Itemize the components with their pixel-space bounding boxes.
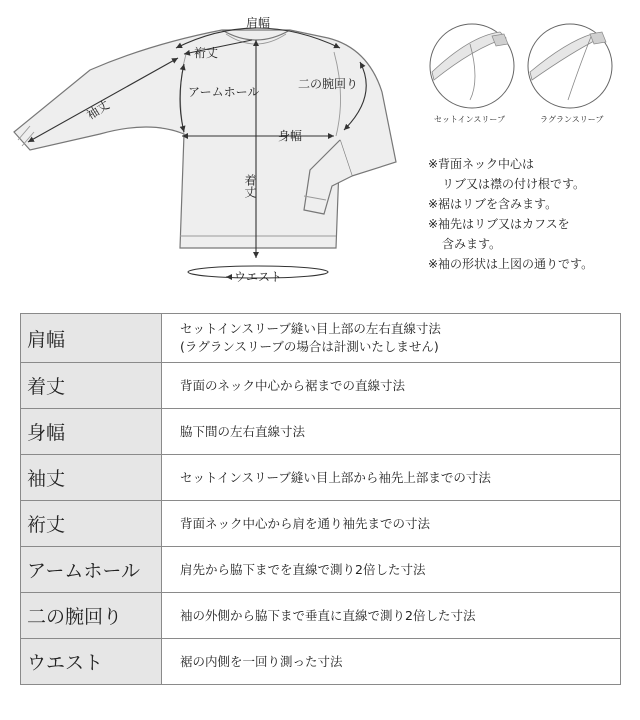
label-waist: ウエスト [234,270,283,284]
row-key: 袖丈 [21,455,162,501]
note-line: リブ又は襟の付け根です。 [442,177,586,191]
row-key: ウエスト [21,639,162,685]
table-row [21,455,621,501]
table-row [21,593,621,639]
note-line: 含みます。 [442,237,502,251]
table-row [21,363,621,409]
label-raglan-sleeve: ラグランスリーブ [540,115,604,124]
notes [428,154,638,274]
desc-line: (ラグランスリーブの場合は計測いたしません) [180,339,439,354]
table-row [21,314,621,363]
measurement-diagram [0,0,640,300]
row-key: 肩幅 [21,314,162,363]
row-key: 着丈 [21,363,162,409]
row-desc: 背面ネック中心から肩を通り袖先までの寸法 [162,501,621,547]
table-row [21,639,621,685]
label-shoulder-width: 肩幅 [246,16,271,30]
table-row [21,547,621,593]
label-armhole: アームホール [188,85,260,99]
table-row [21,501,621,547]
label-sleeve-length: 袖丈 [84,97,112,123]
row-desc: 脇下間の左右直線寸法 [162,409,621,455]
row-desc: セットインスリーブ縫い目上部から袖先上部までの寸法 [162,455,621,501]
note-line: ※裾はリブを含みます。 [428,197,558,211]
row-key: 二の腕回り [21,593,162,639]
raglan-sleeve-illustration [528,24,612,108]
row-key: アームホール [21,547,162,593]
label-body-width: 身幅 [278,129,303,143]
note-line: ※背面ネック中心は [428,157,535,171]
measurement-table [20,313,621,685]
garment-shape [14,30,396,248]
set-in-sleeve-illustration [430,24,514,108]
label-upper-arm: 二の腕回り [298,77,359,91]
note-line: ※袖先はリブ又はカフスを [428,217,570,231]
row-desc: 袖の外側から脇下まで垂直に直線で測り2倍した寸法 [162,593,621,639]
desc-line: セットインスリーブ縫い目上部の左右直線寸法 [180,321,441,336]
table-row [21,409,621,455]
row-desc [162,314,621,363]
row-key: 身幅 [21,409,162,455]
row-desc: 裾の内側を一回り測った寸法 [162,639,621,685]
row-desc: 肩先から脇下までを直線で測り2倍した寸法 [162,547,621,593]
label-set-in-sleeve: セットインスリーブ [434,115,505,124]
note-line: ※袖の形状は上図の通りです。 [428,257,594,271]
row-key: 裄丈 [21,501,162,547]
row-desc: 背面のネック中心から裾までの直線寸法 [162,363,621,409]
label-length: 着丈 [243,174,257,198]
label-yuki: 裄丈 [194,46,219,60]
